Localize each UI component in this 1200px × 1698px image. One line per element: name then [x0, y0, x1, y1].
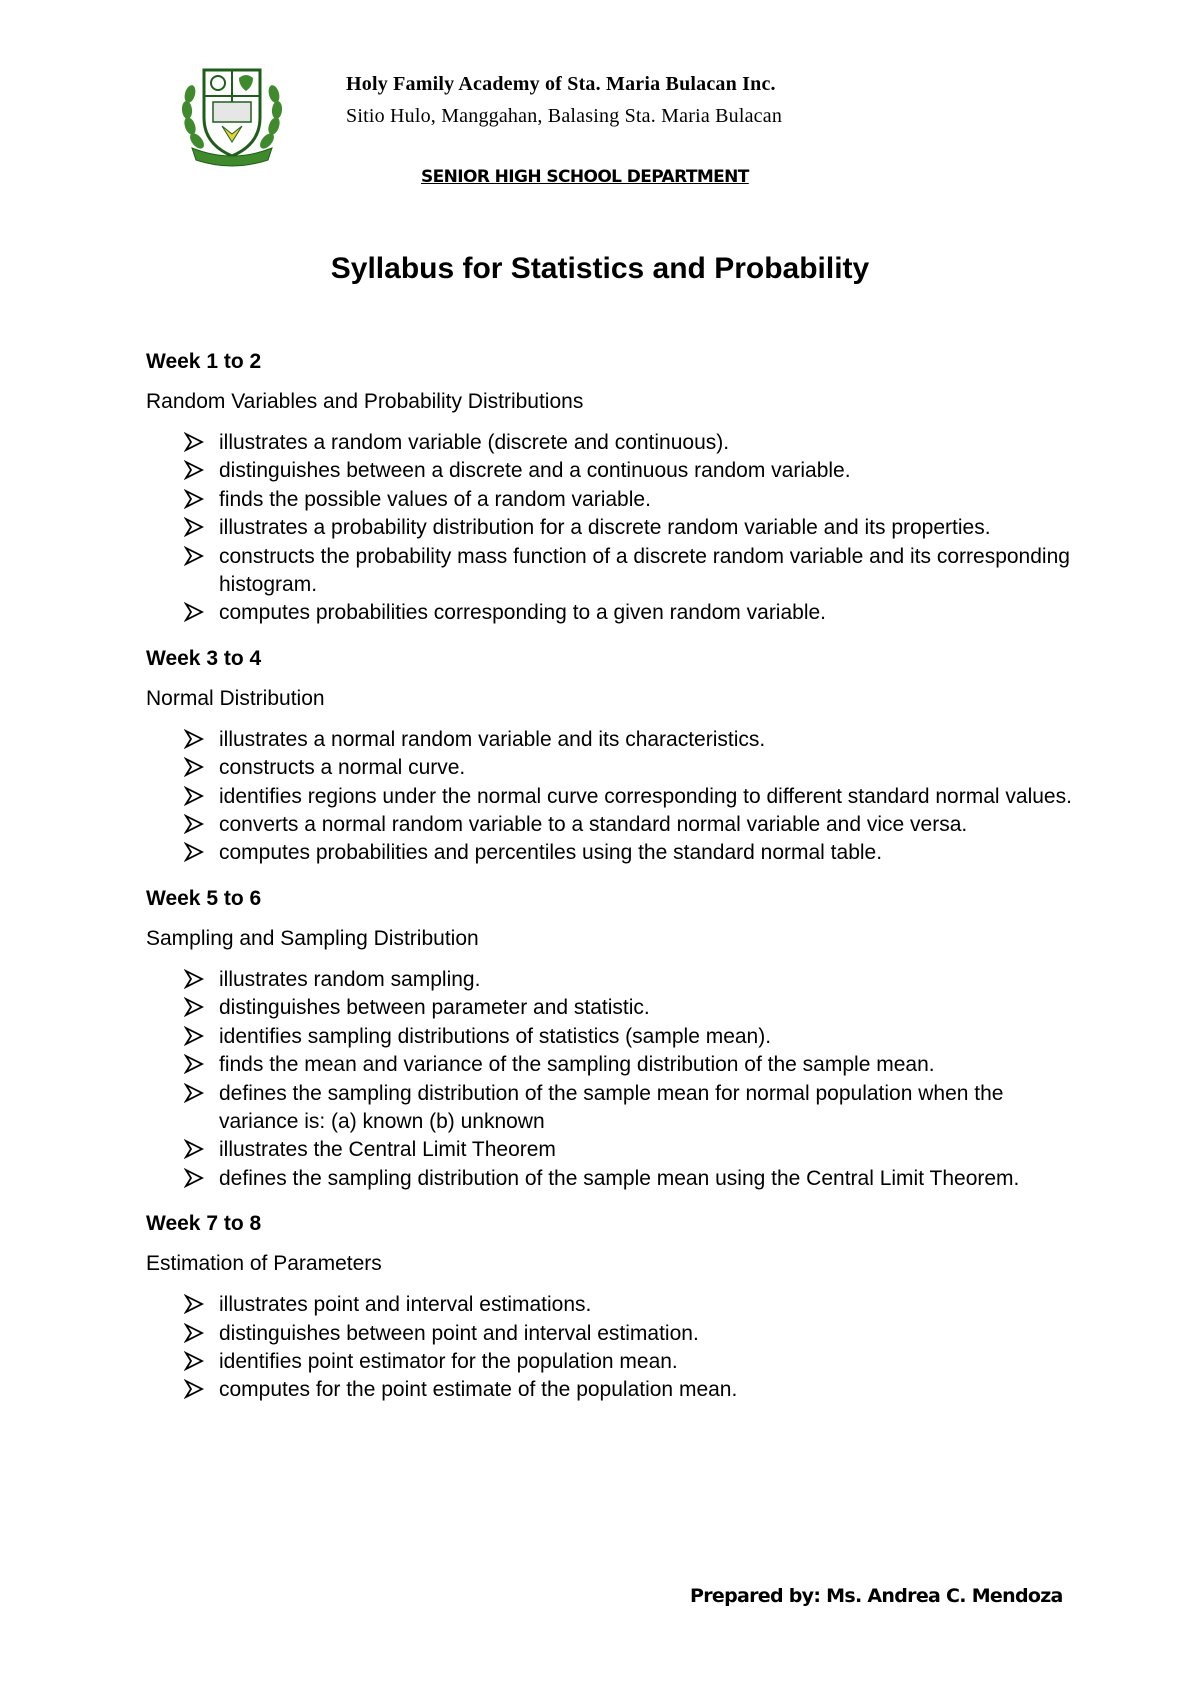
list-item-text: constructs the probability mass function of a discrete random variable and its corresponding histogram. [219, 544, 1070, 597]
arrowhead-bullet-icon [184, 1139, 204, 1159]
department-heading: SENIOR HIGH SCHOOL DEPARTMENT [421, 167, 749, 187]
list-item [146, 1165, 1086, 1193]
week-heading: Week 7 to 8 [146, 1212, 262, 1236]
list-item-text: converts a normal random variable to a standard normal variable and vice versa. [219, 813, 968, 837]
list-item-text: illustrates a probability distribution for a discrete random variable and its properties. [219, 516, 991, 540]
list-item-text: identifies sampling distributions of statistics (sample mean). [219, 1024, 772, 1048]
arrowhead-bullet-icon [184, 729, 204, 749]
competency-list [146, 966, 1086, 1193]
list-item [146, 726, 1086, 754]
arrowhead-bullet-icon [184, 842, 204, 862]
list-item [146, 839, 1086, 867]
list-item-text: distinguishes between point and interval estimation. [219, 1321, 699, 1345]
competency-list [146, 1291, 1086, 1405]
list-item [146, 811, 1086, 839]
arrowhead-bullet-icon [184, 1294, 204, 1314]
arrowhead-bullet-icon [184, 489, 204, 509]
arrowhead-bullet-icon [184, 786, 204, 806]
prepared-by: Prepared by: Ms. Andrea C. Mendoza [690, 1585, 1063, 1607]
list-item [146, 599, 1086, 627]
arrowhead-bullet-icon [184, 1168, 204, 1188]
school-seal-icon [176, 60, 288, 172]
list-item-text: finds the mean and variance of the sampling distribution of the sample mean. [219, 1053, 935, 1077]
arrowhead-bullet-icon [184, 997, 204, 1017]
week-topic: Normal Distribution [146, 686, 325, 710]
arrowhead-bullet-icon [184, 1026, 204, 1046]
arrowhead-bullet-icon [184, 1323, 204, 1343]
week-section [146, 350, 1086, 628]
list-item-text: computes probabilities corresponding to a given random variable. [219, 601, 827, 625]
list-item [146, 486, 1086, 514]
competency-list [146, 429, 1086, 628]
list-item [146, 1051, 1086, 1079]
list-item [146, 1023, 1086, 1051]
list-item-text: distinguishes between parameter and statistic. [219, 996, 650, 1020]
list-item [146, 514, 1086, 542]
list-item [146, 994, 1086, 1022]
syllabus-content [146, 350, 1086, 1424]
document-title: Syllabus for Statistics and Probability [330, 252, 870, 285]
list-item [146, 543, 1086, 600]
list-item-text: illustrates a random variable (discrete and continuous). [219, 431, 730, 454]
list-item-text: identifies regions under the normal curve corresponding to different standard normal values. [219, 784, 1072, 808]
week-heading: Week 3 to 4 [146, 646, 262, 670]
list-item-text: defines the sampling distribution of the sample mean using the Central Limit Theorem. [219, 1166, 1020, 1190]
list-item-text: defines the sampling distribution of the sample mean for normal population when the variance is: (a) known (b) unknown [219, 1081, 1004, 1133]
week-topic: Estimation of Parameters [146, 1252, 382, 1276]
arrowhead-bullet-icon [184, 517, 204, 537]
arrowhead-bullet-icon [184, 1379, 204, 1399]
list-item-text: illustrates a normal random variable and its characteristics. [219, 727, 766, 751]
list-item-text: constructs a normal curve. [219, 756, 466, 780]
list-item [146, 429, 1086, 457]
week-topic: Sampling and Sampling Distribution [146, 926, 479, 950]
week-section [146, 887, 1086, 1193]
list-item [146, 1291, 1086, 1319]
list-item [146, 754, 1086, 782]
list-item-text: computes probabilities and percentiles using the standard normal table. [219, 841, 883, 865]
arrowhead-bullet-icon [184, 602, 204, 622]
week-topic: Random Variables and Probability Distributions [146, 390, 584, 413]
list-item-text: identifies point estimator for the population mean. [219, 1349, 678, 1373]
list-item [146, 1376, 1086, 1404]
arrowhead-bullet-icon [184, 1351, 204, 1371]
arrowhead-bullet-icon [184, 757, 204, 777]
list-item-text: finds the possible values of a random variable. [219, 487, 651, 511]
list-item-text: illustrates random sampling. [219, 967, 481, 991]
week-heading: Week 5 to 6 [146, 886, 262, 910]
arrowhead-bullet-icon [184, 814, 204, 834]
arrowhead-bullet-icon [184, 1054, 204, 1074]
school-address: Sitio Hulo, Manggahan, Balasing Sta. Maria Bulacan [346, 105, 783, 127]
school-name: Holy Family Academy of Sta. Maria Bulacan Inc. [346, 73, 776, 95]
list-item [146, 966, 1086, 994]
list-item [146, 1348, 1086, 1376]
arrowhead-bullet-icon [184, 460, 204, 480]
week-section [146, 1212, 1086, 1405]
list-item [146, 1080, 1086, 1137]
week-heading: Week 1 to 2 [146, 350, 262, 373]
list-item [146, 1320, 1086, 1348]
arrowhead-bullet-icon [184, 1083, 204, 1103]
competency-list [146, 726, 1086, 868]
list-item [146, 783, 1086, 811]
list-item-text: distinguishes between a discrete and a continuous random variable. [219, 459, 851, 483]
arrowhead-bullet-icon [184, 546, 204, 566]
list-item-text: computes for the point estimate of the population mean. [219, 1378, 738, 1402]
list-item [146, 1136, 1086, 1164]
arrowhead-bullet-icon [184, 969, 204, 989]
week-section [146, 647, 1086, 868]
list-item-text: illustrates point and interval estimations. [219, 1293, 592, 1317]
list-item [146, 457, 1086, 485]
list-item-text: illustrates the Central Limit Theorem [219, 1138, 556, 1162]
arrowhead-bullet-icon [184, 432, 204, 452]
